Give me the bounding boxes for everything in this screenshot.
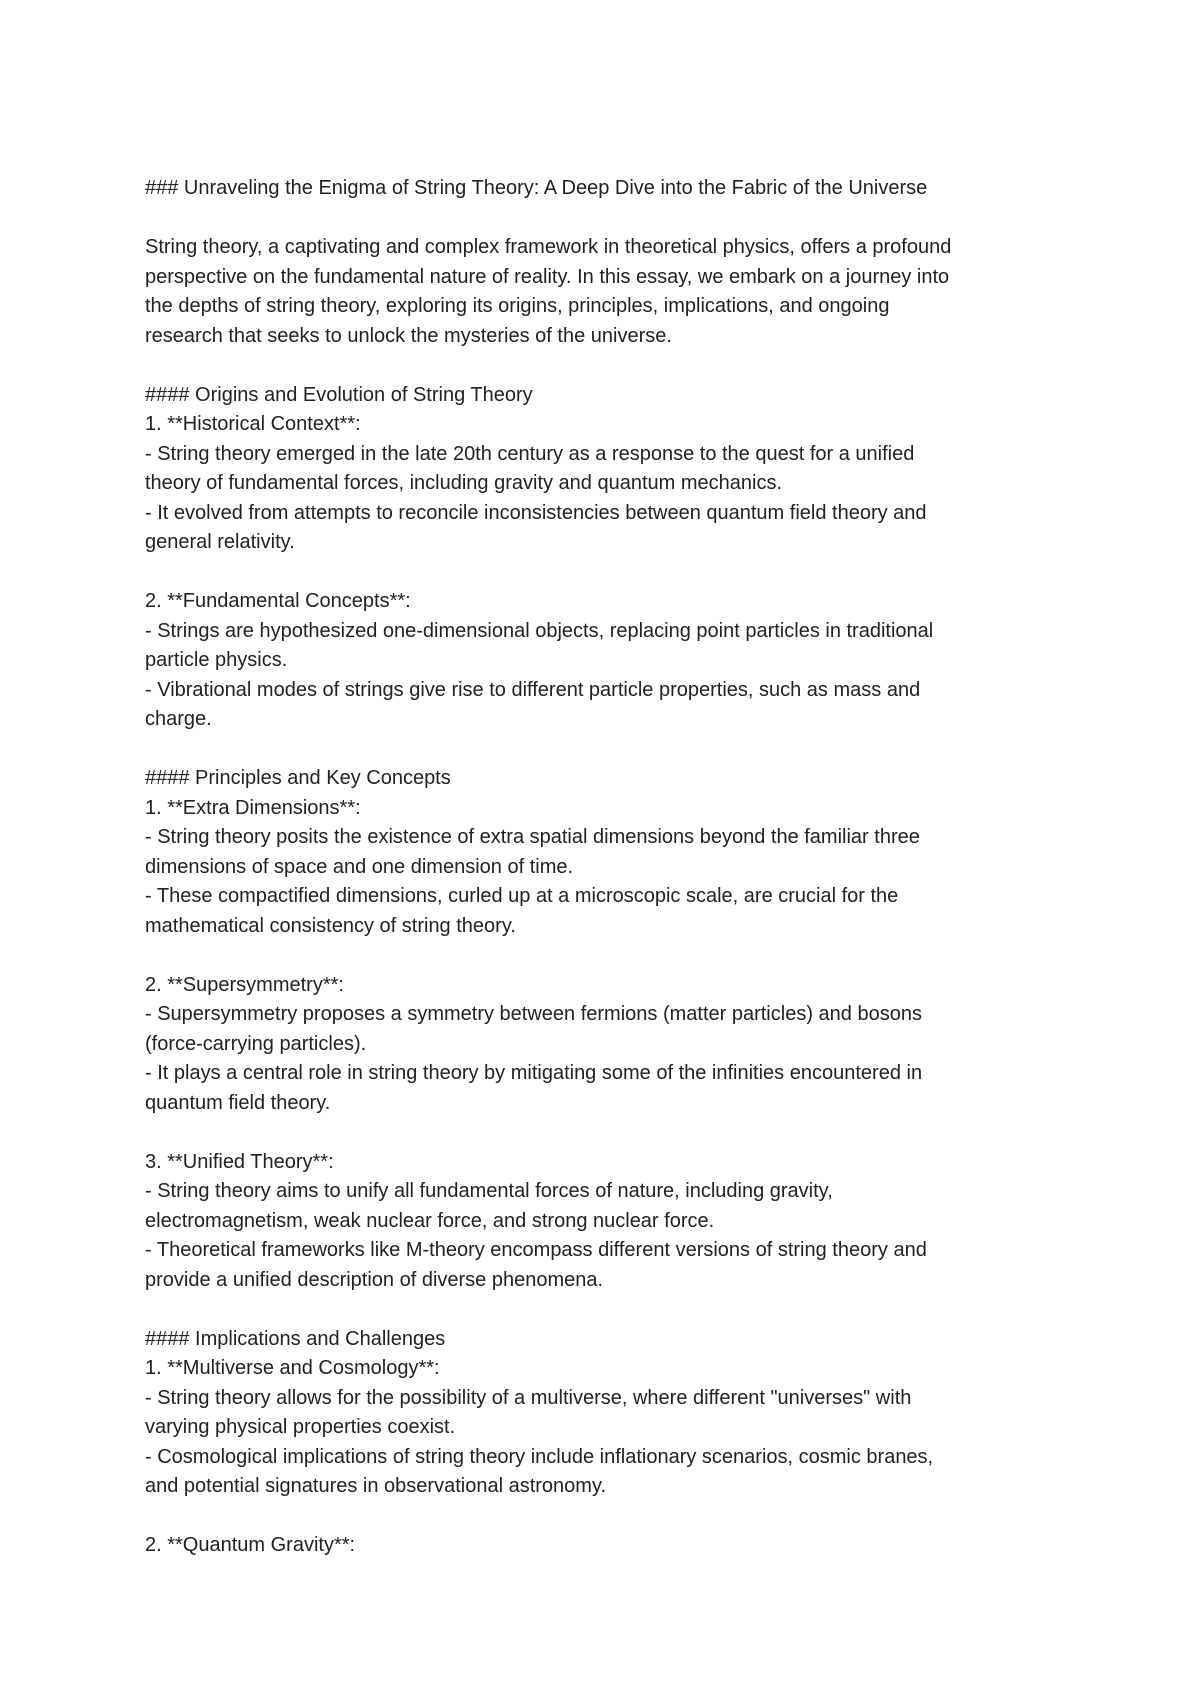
- item-title: 2. **Quantum Gravity**:: [145, 1534, 356, 1556]
- document-body: [145, 174, 1075, 1561]
- section-heading-origins: #### Origins and Evolution of String Theory: [145, 383, 533, 406]
- item-line: - These compactified dimensions, curled up at a microscopic scale, are crucial for the: [145, 885, 899, 907]
- blank-line: [145, 351, 1075, 381]
- item-line: mathematical consistency of string theory.: [145, 914, 516, 937]
- item-line: - Strings are hypothesized one-dimensional objects, replacing point particles in traditional: [145, 619, 934, 642]
- blank-line: [145, 941, 1075, 971]
- document-title: ### Unraveling the Enigma of String Theory: A Deep Dive into the Fabric of the Universe: [145, 177, 928, 199]
- item-line: - String theory aims to unify all fundamental forces of nature, including gravity,: [145, 1180, 833, 1202]
- item-line: charge.: [145, 708, 212, 730]
- item-line: varying physical properties coexist.: [145, 1416, 456, 1438]
- blank-line: [145, 204, 1075, 234]
- blank-line: [145, 558, 1075, 588]
- item-title: 2. **Supersymmetry**:: [145, 973, 344, 996]
- item-line: - Supersymmetry proposes a symmetry between fermions (matter particles) and bosons: [145, 1003, 922, 1025]
- intro-line: research that seeks to unlock the mysteries of the universe.: [145, 324, 672, 347]
- item-line: provide a unified description of diverse phenomena.: [145, 1268, 604, 1291]
- item-line: - String theory allows for the possibility of a multiverse, where different "universes" with: [145, 1386, 912, 1409]
- section-heading-principles: #### Principles and Key Concepts: [145, 767, 451, 789]
- intro-line: perspective on the fundamental nature of reality. In this essay, we embark on a journey into: [145, 265, 950, 288]
- blank-line: [145, 735, 1075, 765]
- item-line: general relativity.: [145, 531, 295, 553]
- item-line: - It plays a central role in string theory by mitigating some of the infinities encountered in: [145, 1062, 923, 1084]
- item-line: - Theoretical frameworks like M-theory encompass different versions of string theory and: [145, 1239, 927, 1261]
- item-line: - String theory emerged in the late 20th century as a response to the quest for a unified: [145, 442, 915, 465]
- item-line: - Vibrational modes of strings give rise to different particle properties, such as mass and: [145, 678, 921, 701]
- item-line: (force-carrying particles).: [145, 1032, 367, 1055]
- item-title: 1. **Historical Context**:: [145, 413, 361, 435]
- blank-line: [145, 1295, 1075, 1325]
- item-title: 2. **Fundamental Concepts**:: [145, 590, 411, 612]
- item-line: - Cosmological implications of string theory include inflationary scenarios, cosmic branes,: [145, 1445, 934, 1468]
- blank-line: [145, 1118, 1075, 1148]
- item-title: 1. **Extra Dimensions**:: [145, 796, 361, 819]
- item-line: electromagnetism, weak nuclear force, and strong nuclear force.: [145, 1209, 715, 1232]
- item-line: - It evolved from attempts to reconcile inconsistencies between quantum field theory and: [145, 501, 927, 524]
- section-heading-implications: #### Implications and Challenges: [145, 1327, 446, 1350]
- item-line: and potential signatures in observational astronomy.: [145, 1475, 607, 1497]
- intro-line: String theory, a captivating and complex framework in theoretical physics, offers a profound: [145, 236, 952, 258]
- item-title: 3. **Unified Theory**:: [145, 1150, 334, 1173]
- item-line: particle physics.: [145, 649, 288, 671]
- item-line: theory of fundamental forces, including gravity and quantum mechanics.: [145, 472, 783, 494]
- item-title: 1. **Multiverse and Cosmology**:: [145, 1357, 440, 1379]
- intro-line: the depths of string theory, exploring its origins, principles, implications, and ongoing: [145, 295, 890, 317]
- item-line: dimensions of space and one dimension of time.: [145, 855, 574, 878]
- item-line: - String theory posits the existence of extra spatial dimensions beyond the familiar three: [145, 826, 920, 848]
- item-line: quantum field theory.: [145, 1091, 331, 1114]
- blank-line: [145, 1502, 1075, 1532]
